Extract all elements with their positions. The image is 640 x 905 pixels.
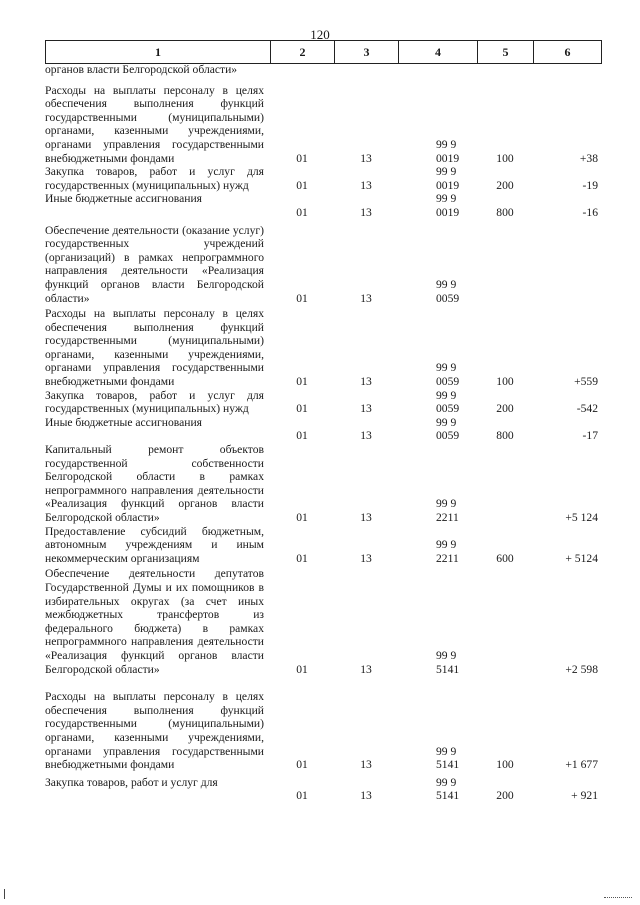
row-section-code: 01 bbox=[296, 429, 308, 443]
row-amount: + 921 bbox=[571, 789, 598, 803]
row-amount bbox=[533, 224, 601, 306]
row-expense-type: 100 bbox=[496, 375, 514, 389]
row-description: Расходы на выплаты персоналу в целях обеспечения выполнения функций государственными (муниципальными) органами, казенными учреждениями, органами управления государственными внебюджетными фондами bbox=[45, 690, 264, 772]
row-expense-type: 100 bbox=[496, 758, 514, 772]
row-section-code: 01 bbox=[296, 151, 308, 165]
table-row bbox=[45, 84, 601, 166]
row-section-code: 01 bbox=[296, 375, 308, 389]
row-subsection-code: 13 bbox=[360, 375, 372, 389]
row-subsection-code: 13 bbox=[360, 178, 372, 192]
row-section-code: 01 bbox=[296, 662, 308, 676]
row-description: Закупка товаров, работ и услуг для bbox=[45, 775, 218, 789]
table-row bbox=[45, 416, 601, 443]
table-row bbox=[45, 525, 601, 566]
row-target-article: 99 9 0019 bbox=[436, 137, 460, 165]
table-row bbox=[45, 776, 601, 803]
row-subsection-code: 13 bbox=[360, 511, 372, 524]
row-spacer bbox=[45, 676, 601, 690]
row-target-article: 99 9 0059 bbox=[436, 388, 460, 416]
row-section-code: 01 bbox=[296, 551, 308, 565]
row-amount bbox=[533, 63, 601, 77]
row-section-code: 01 bbox=[296, 291, 308, 305]
row-amount: -16 bbox=[582, 205, 598, 219]
row-subsection-code: 13 bbox=[360, 429, 372, 443]
row-spacer bbox=[45, 77, 601, 84]
row-description: Закупка товаров, работ и услуг для государственных (муниципальных) нужд bbox=[45, 388, 264, 416]
row-description: Обеспечение деятельности (оказание услуг) государственных учреждений (организаций) в рамках непрограммного направления деятельности «Реализация функций органов власти Белгородской области» bbox=[45, 223, 264, 305]
table-row bbox=[45, 192, 601, 219]
column-header-1: 1 bbox=[46, 41, 271, 64]
row-amount: +2 598 bbox=[565, 662, 598, 676]
column-header-5: 5 bbox=[478, 41, 534, 64]
row-subsection-code: 13 bbox=[360, 789, 372, 803]
column-header-row bbox=[46, 41, 602, 64]
row-section-code: 01 bbox=[296, 205, 308, 219]
column-header-6: 6 bbox=[534, 41, 602, 64]
row-section-code: 01 bbox=[296, 511, 308, 524]
row-description: Расходы на выплаты персоналу в целях обеспечения выполнения функций государственными (муниципальными) органами, казенными учреждениями, органами управления государственными внебюджетными фондами bbox=[45, 83, 264, 165]
row-subsection-code: 13 bbox=[360, 151, 372, 165]
table-row bbox=[45, 567, 601, 676]
row-subsection-code bbox=[334, 63, 398, 77]
table-row bbox=[45, 165, 601, 192]
table-row bbox=[45, 63, 601, 77]
row-subsection-code: 13 bbox=[360, 662, 372, 676]
row-target-article: 99 9 0059 bbox=[436, 361, 460, 389]
row-expense-type bbox=[477, 567, 533, 676]
row-description: Обеспечение деятельности депутатов Государственной Думы и их помощников в избирательных округах (за счет иных межбюджетных трансфертов из федерального бюджета) в рамках непрограммного направления деятельности «Реализация функций органов власти Белгородской области» bbox=[45, 567, 264, 676]
row-expense-type: 600 bbox=[496, 551, 514, 565]
row-expense-type: 200 bbox=[496, 402, 514, 416]
row-target-article: 99 9 0019 bbox=[436, 165, 460, 192]
table-row bbox=[45, 224, 601, 306]
row-description: Предоставление субсидий бюджетным, автономным учреждениям и иным некоммерческим организациям bbox=[45, 524, 264, 565]
row-amount: -19 bbox=[582, 178, 598, 192]
row-description: Иные бюджетные ассигнования bbox=[45, 192, 202, 206]
row-description: Расходы на выплаты персоналу в целях обеспечения выполнения функций государственными (муниципальными) органами, казенными учреждениями, органами управления государственными внебюджетными фондами bbox=[45, 307, 264, 389]
row-description: Закупка товаров, работ и услуг для государственных (муниципальных) нужд bbox=[45, 165, 264, 192]
row-subsection-code: 13 bbox=[360, 402, 372, 416]
budget-table-body bbox=[45, 63, 601, 803]
row-amount: + 5124 bbox=[565, 551, 598, 565]
row-section-code bbox=[270, 63, 334, 77]
row-amount: +559 bbox=[574, 375, 598, 389]
table-row bbox=[45, 307, 601, 389]
row-amount: +5 124 bbox=[565, 511, 598, 524]
row-section-code: 01 bbox=[296, 758, 308, 772]
row-expense-type: 800 bbox=[496, 205, 514, 219]
row-description: Капитальный ремонт объектов государственной собственности Белгородской области в рамках непрограммного направления деятельности «Реализация функций органов власти Белгородской области» bbox=[45, 443, 264, 524]
row-target-article bbox=[398, 63, 477, 77]
row-subsection-code: 13 bbox=[360, 205, 372, 219]
row-amount: +38 bbox=[579, 151, 598, 165]
row-subsection-code: 13 bbox=[360, 551, 372, 565]
row-expense-type bbox=[477, 63, 533, 77]
row-expense-type: 800 bbox=[496, 429, 514, 443]
table-row bbox=[45, 389, 601, 416]
row-target-article: 99 9 5141 bbox=[436, 775, 460, 803]
dotted-line bbox=[604, 897, 632, 899]
column-header-2: 2 bbox=[271, 41, 335, 64]
row-amount: +1 677 bbox=[565, 758, 598, 772]
row-expense-type: 200 bbox=[496, 178, 514, 192]
margin-mark bbox=[4, 889, 5, 899]
row-amount: -542 bbox=[576, 402, 598, 416]
row-target-article: 99 9 5141 bbox=[436, 648, 460, 676]
row-target-article: 99 9 5141 bbox=[436, 744, 460, 772]
column-header-table bbox=[45, 40, 602, 64]
row-expense-type bbox=[477, 443, 533, 525]
row-description: Иные бюджетные ассигнования bbox=[45, 415, 202, 429]
row-target-article: 99 9 0059 bbox=[436, 415, 460, 443]
row-expense-type: 200 bbox=[496, 789, 514, 803]
row-target-article: 99 9 0059 bbox=[436, 277, 460, 305]
row-description: органов власти Белгородской области» bbox=[45, 63, 238, 76]
row-target-article: 99 9 2211 bbox=[436, 538, 459, 565]
table-row bbox=[45, 443, 601, 525]
row-target-article: 99 9 2211 bbox=[436, 497, 459, 524]
column-header-4: 4 bbox=[399, 41, 478, 64]
page-number: 120 bbox=[310, 27, 330, 42]
row-expense-type bbox=[477, 224, 533, 306]
row-section-code: 01 bbox=[296, 402, 308, 416]
row-section-code: 01 bbox=[296, 789, 308, 803]
row-section-code: 01 bbox=[296, 178, 308, 192]
budget-table bbox=[45, 63, 601, 803]
row-target-article: 99 9 0019 bbox=[436, 192, 460, 219]
row-expense-type: 100 bbox=[496, 151, 514, 165]
column-header-3: 3 bbox=[335, 41, 399, 64]
row-amount: -17 bbox=[582, 429, 598, 443]
row-subsection-code: 13 bbox=[360, 291, 372, 305]
row-subsection-code: 13 bbox=[360, 758, 372, 772]
table-row bbox=[45, 690, 601, 772]
